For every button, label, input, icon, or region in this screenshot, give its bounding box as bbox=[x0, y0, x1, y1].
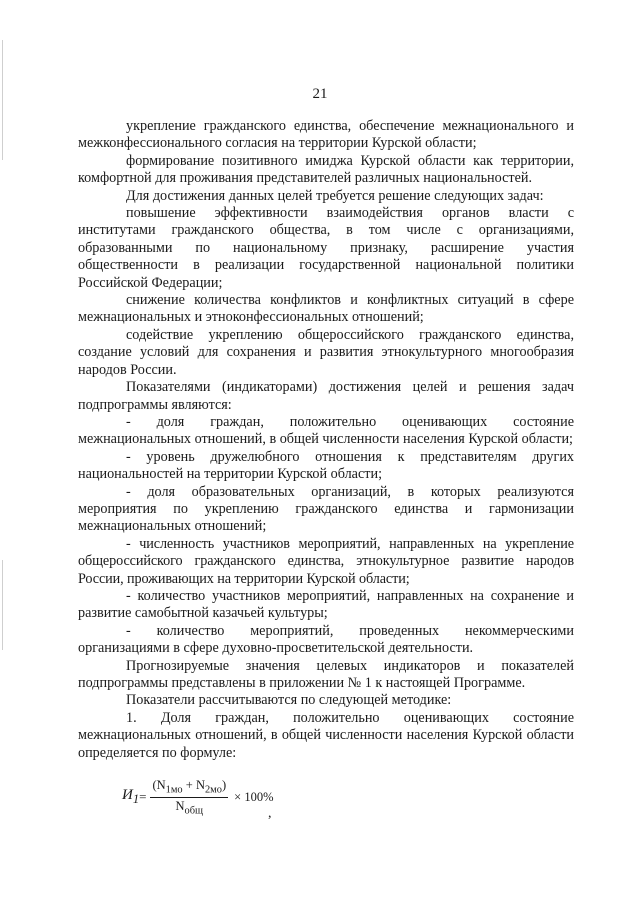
paragraph: снижение количества конфликтов и конфликтных ситуаций в сфере межнациональных и этноконфессиональных отношений; bbox=[78, 292, 574, 326]
paragraph: Для достижения данных целей требуется решение следующих задач: bbox=[126, 187, 544, 204]
paragraph: формирование позитивного имиджа Курской области как территории, комфортной для проживания представителей различных национальностей. bbox=[78, 152, 574, 187]
paragraph: - численность участников мероприятий, направленных на укрепление общероссийского гражданского единства, этнокультурное развитие народов России, проживающих на территории Курской области; bbox=[78, 535, 574, 587]
body-text bbox=[78, 118, 574, 762]
paragraph: - доля образовательных организаций, в которых реализуются мероприятия по укреплению гражданского единства и гармонизации межнациональных отношений; bbox=[78, 483, 574, 535]
formula-fraction bbox=[150, 778, 228, 816]
paragraph: - доля граждан, положительно оценивающих состояние межнациональных отношений, в общей численности населения Курской области; bbox=[78, 413, 574, 448]
page-number: 21 bbox=[312, 86, 328, 102]
formula-equals: = bbox=[139, 789, 147, 804]
formula-denominator: $N_{общ}$ bbox=[175, 798, 204, 816]
paragraph: Показателями (индикаторами) достижения целей и решения задач подпрограммы являются: bbox=[78, 379, 574, 413]
paragraph: Показатели рассчитываются по следующей методике: bbox=[126, 692, 452, 709]
paragraph: - уровень дружелюбного отношения к представителям других национальностей на территории Курской области; bbox=[78, 448, 574, 483]
scan-edge-mark bbox=[2, 560, 3, 650]
trailing-comma: , bbox=[268, 806, 272, 821]
paragraph: содействие укреплению общероссийского гражданского единства, создание условий для сохранения и развития этнокультурного многообразия народов России. bbox=[78, 326, 574, 378]
paragraph: укрепление гражданского единства, обеспечение межнационального и межконфессионального согласия на территории Курской области; bbox=[78, 118, 574, 152]
formula bbox=[122, 778, 273, 816]
formula-numerator: $(N_{1мо} + N_{2мо})$ bbox=[152, 778, 227, 796]
paragraph: повышение эффективности взаимодействия органов власти с институтами гражданского общества, в том числе с организациями, образованными по национальному признаку, расширение участия общественности в реализации государственной национальной политики Российской Федерации; bbox=[78, 205, 574, 291]
formula-lhs: $И_1$ bbox=[122, 787, 140, 806]
paragraph: 1. Доля граждан, положительно оценивающих состояние межнациональных отношений, в общей численности населения Курской области определяется по формуле: bbox=[78, 709, 574, 761]
paragraph: - количество участников мероприятий, направленных на сохранение и развитие самобытной казачьей культуры; bbox=[78, 587, 574, 622]
paragraph: Прогнозируемые значения целевых индикаторов и показателей подпрограммы представлены в приложении № 1 к настоящей Программе. bbox=[78, 657, 574, 691]
formula-multiplier: × 100% bbox=[234, 789, 274, 804]
paragraph: - количество мероприятий, проведенных некоммерческими организациями в сфере духовно-просветительской деятельности. bbox=[78, 622, 574, 657]
